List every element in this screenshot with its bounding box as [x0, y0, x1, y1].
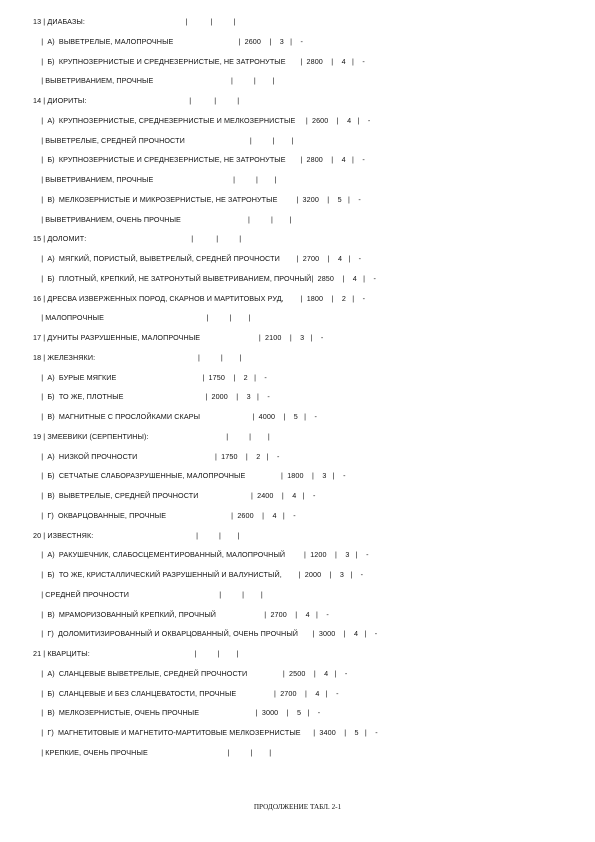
table-row: | В) МЕЛКОЗЕРНИСТЫЕ И МИКРОЗЕРНИСТЫЕ, НЕ ЗАТРОНУТЫЕ | 3200 | 5 | - — [37, 194, 361, 204]
table-row: | Б) КРУПНОЗЕРНИСТЫЕ И СРЕДНЕЗЕРНИСТЫЕ, НЕ ЗАТРОНУТЫЕ | 2800 | 4 | - — [37, 56, 365, 66]
table-section-header: 17 | ДУНИТЫ РАЗРУШЕННЫЕ, МАЛОПРОЧНЫЕ | 2100 | 3 | - — [33, 333, 324, 342]
table-row: | Б) ПЛОТНЫЙ, КРЕПКИЙ, НЕ ЗАТРОНУТЫЙ ВЫВЕТРИВАНИЕМ, ПРОЧНЫЙ| 2850 | 4 | - — [37, 273, 376, 283]
table-row: | А) РАКУШЕЧНИК, СЛАБОСЦЕМЕНТИРОВАННЫЙ, МАЛОПРОЧНЫЙ | 1200 | 3 | - — [37, 550, 369, 560]
table-section-header: 14 | ДИОРИТЫ: | | | — [33, 96, 240, 105]
table-row: | А) БУРЫЕ МЯГКИЕ | 1750 | 2 | - — [37, 372, 267, 382]
table-row: | А) ВЫВЕТРЕЛЫЕ, МАЛОПРОЧНЫЕ | 2600 | 3 | - — [37, 36, 303, 46]
table-row: | МАЛОПРОЧНЫЕ | | | — [37, 313, 251, 323]
table-section-header: 15 | ДОЛОМИТ: | | | — [33, 234, 242, 244]
table-row: | Б) КРУПНОЗЕРНИСТЫЕ И СРЕДНЕЗЕРНИСТЫЕ, НЕ ЗАТРОНУТЫЕ | 2800 | 4 | - — [37, 155, 365, 165]
table-section-header: 19 | ЗМЕЕВИКИ (СЕРПЕНТИНЫ): | | | — [33, 431, 270, 441]
table-row: | ВЫВЕТРИВАНИЕМ, ПРОЧНЫЕ | | | — [37, 76, 275, 86]
table-row: | Г) ОКВАРЦОВАННЫЕ, ПРОЧНЫЕ | 2600 | 4 | - — [37, 510, 296, 520]
table-row: | Г) ДОЛОМИТИЗИРОВАННЫЙ И ОКВАРЦОВАННЫЙ, ОЧЕНЬ ПРОЧНЫЙ | 3000 | 4 | - — [37, 629, 378, 639]
table-row: | Г) МАГНЕТИТОВЫЕ И МАГНЕТИТО-МАРТИТОВЫЕ МЕЛКОЗЕРНИСТЫЕ | 3400 | 5 | - — [37, 728, 378, 737]
table-row: | А) НИЗКОЙ ПРОЧНОСТИ | 1750 | 2 | - — [37, 451, 280, 461]
table-row: | Б) ТО ЖЕ, ПЛОТНЫЕ | 2000 | 3 | - — [37, 392, 270, 402]
table-section-header: 21 | КВАРЦИТЫ: | | | — [33, 649, 239, 658]
table-row: | СРЕДНЕЙ ПРОЧНОСТИ | | | — [37, 589, 263, 599]
page-footer: ПРОДОЛЖЕНИЕ ТАБЛ. 2-1 — [253, 803, 342, 811]
table-row: | ВЫВЕТРЕЛЫЕ, СРЕДНЕЙ ПРОЧНОСТИ | | | — [37, 135, 294, 145]
table-row: | В) МРАМОРИЗОВАННЫЙ КРЕПКИЙ, ПРОЧНЫЙ | 2700 | 4 | - — [37, 609, 329, 619]
table-row: | В) МАГНИТНЫЕ С ПРОСЛОЙКАМИ СКАРЫ | 4000 | 5 | - — [37, 412, 318, 421]
table-section-header: 13 | ДИАБАЗЫ: | | | — [33, 17, 236, 26]
table-section-header: 18 | ЖЕЛЕЗНЯКИ: | | | — [33, 352, 242, 362]
table-row: | В) ВЫВЕТРЕЛЫЕ, СРЕДНЕЙ ПРОЧНОСТИ | 2400 | 4 | - — [37, 491, 316, 500]
table-section-header: 16 | ДРЕСВА ИЗВЕРЖЕННЫХ ПОРОД, СКАРНОВ И МАРТИТОВЫХ РУД, | 1800 | 2 | - — [33, 293, 366, 303]
table-row: | А) СЛАНЦЕВЫЕ ВЫВЕТРЕЛЫЕ, СРЕДНЕЙ ПРОЧНОСТИ | 2500 | 4 | - — [37, 668, 348, 678]
table-row: | ВЫВЕТРИВАНИЕМ, ОЧЕНЬ ПРОЧНЫЕ | | | — [37, 214, 292, 224]
table-row: | В) МЕЛКОЗЕРНИСТЫЕ, ОЧЕНЬ ПРОЧНЫЕ | 3000 | 5 | - — [37, 708, 321, 718]
table-row: | Б) СЕТЧАТЫЕ СЛАБОРАЗРУШЕННЫЕ, МАЛОПРОЧНЫЕ | 1800 | 3 | - — [37, 471, 346, 481]
table-row: | ВЫВЕТРИВАНИЕМ, ПРОЧНЫЕ | | | — [37, 175, 277, 184]
table-row: | Б) ТО ЖЕ, КРИСТАЛЛИЧЕСКИЙ РАЗРУШЕННЫЙ И ВАЛУНИСТЫЙ, | 2000 | 3 | - — [37, 570, 364, 579]
table-row: | Б) СЛАНЦЕВЫЕ И БЕЗ СЛАНЦЕВАТОСТИ, ПРОЧНЫЕ | 2700 | 4 | - — [37, 688, 339, 698]
table-row: | А) КРУПНОЗЕРНИСТЫЕ, СРЕДНЕЗЕРНИСТЫЕ И МЕЛКОЗЕРНИСТЫЕ | 2600 | 4 | - — [37, 115, 371, 125]
table-row: | КРЕПКИЕ, ОЧЕНЬ ПРОЧНЫЕ | | | — [37, 747, 272, 757]
table-row: | А) МЯГКИЙ, ПОРИСТЫЙ, ВЫВЕТРЕЛЫЙ, СРЕДНЕЙ ПРОЧНОСТИ | 2700 | 4 | - — [37, 254, 362, 263]
table-section-header: 20 | ИЗВЕСТНЯК: | | | — [33, 530, 240, 540]
